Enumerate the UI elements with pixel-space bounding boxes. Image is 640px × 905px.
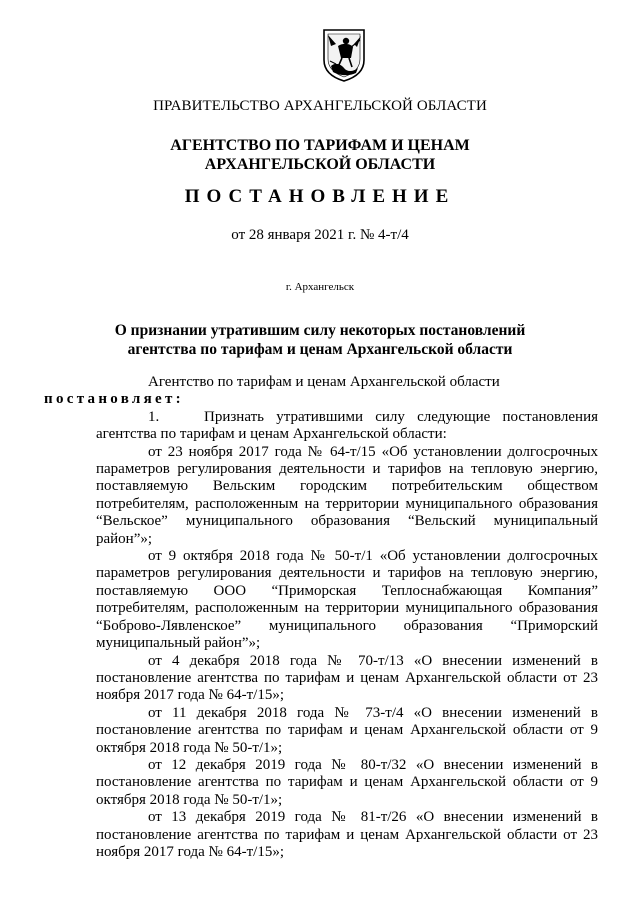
list-item: от 23 ноября 2017 года № 64-т/15 «Об установлении долгосрочных параметров регулирования деятельности и тарифов на тепловую энергию, поставляемую Вельским городским потребительским обществом потребителям, расположенным на территории муниципального образования “Вельское” муниципального образования “Вельский муниципальный район”»; (96, 443, 598, 547)
document-subject (0, 321, 640, 359)
list-item: от 12 декабря 2019 года № 80-т/32 «О внесении изменений в постановление агентства по тарифам и ценам Архангельской области от 9 октября 2018 года № 50-т/1»; (96, 756, 598, 808)
intro-text: Агентство по тарифам и ценам Архангельской области (148, 374, 500, 390)
subject-line2: агентства по тарифам и ценам Архангельской области (127, 341, 513, 358)
list-item: от 4 декабря 2018 года № 70-т/13 «О внесении изменений в постановление агентства по тарифам и ценам Архангельской области от 23 ноября 2017 года № 64-т/15»; (96, 652, 598, 704)
decree-word: постановляет: (44, 391, 184, 408)
document-city: г. Архангельск (285, 281, 355, 293)
arkhangelsk-coat-of-arms-icon (316, 26, 372, 82)
item1-text: Признать утратившими силу следующие постановления агентства по тарифам и ценам Архангельской области: (96, 408, 598, 443)
list-item: от 11 декабря 2018 года № 73-т/4 «О внесении изменений в постановление агентства по тарифам и ценам Архангельской области от 9 октября 2018 года № 50-т/1»; (96, 704, 598, 756)
subject-line1: О признании утратившим силу некоторых постановлений (114, 322, 526, 339)
document-date-number: от 28 января 2021 г. № 4-т/4 (231, 227, 409, 243)
list-item: от 13 декабря 2019 года № 81-т/26 «О внесении изменений в постановление агентства по тарифам и ценам Архангельской области от 23 ноября 2017 года № 64-т/15»; (96, 809, 598, 860)
government-name: ПРАВИТЕЛЬСТВО АРХАНГЕЛЬСКОЙ ОБЛАСТИ (153, 98, 487, 114)
agency-name (0, 136, 640, 174)
item1-number: 1. (148, 408, 160, 425)
list-item: от 9 октября 2018 года № 50-т/1 «Об установлении долгосрочных параметров регулирования деятельности и тарифов на тепловую энергию, поставляемую ООО “Приморская Теплоснабжающая Компания” потребителям, расположенным на территории муниципального образования “Боброво-Лявленское” муниципального образования “Приморский муниципальный район”»; (96, 548, 598, 652)
document-body (44, 374, 598, 861)
intro-paragraph (44, 374, 598, 409)
agency-name-line1: АГЕНТСТВО ПО ТАРИФАМ И ЦЕНАМ (170, 137, 470, 154)
document-type-title: ПОСТАНОВЛЕНИЕ (184, 186, 456, 207)
item1-paragraph (96, 409, 598, 444)
agency-name-line2: АРХАНГЕЛЬСКОЙ ОБЛАСТИ (204, 156, 436, 173)
